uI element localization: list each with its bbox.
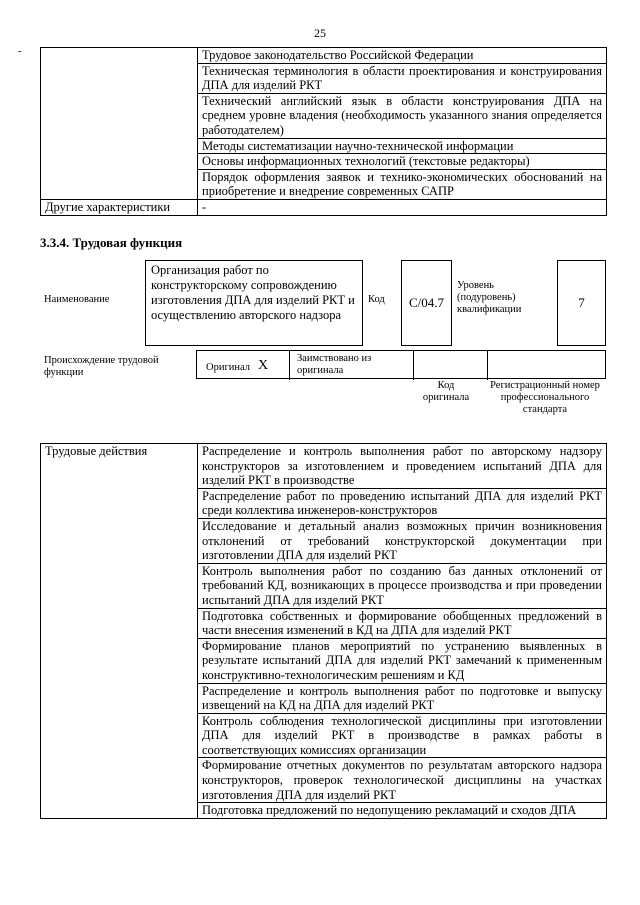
origin-label: Происхождение трудовой функции [44,355,159,378]
code-label: Код [368,294,385,305]
code-value: C/04.7 [408,295,445,310]
table-cell: Контроль выполнения работ по созданию баз данных отклонений от требований КД, возникающих в процессе производства и при проведении испытаний ДПА для изделий РКТ [198,563,607,608]
registration-number-caption: Регистрационный номер профессионального стандарта [490,380,600,415]
table-cell: Распределение и контроль выполнения работ по подготовке и выпуску извещений на КД на ДПА для изделий РКТ [198,683,607,713]
name-label: Наименование [44,294,110,305]
table-cell: Трудовое законодательство Российской Федерации [198,48,607,64]
page-number: 25 [314,26,326,40]
origin-divider [413,351,414,380]
table-cell: Технический английский язык в области конструирования ДПА на среднем уровне владения (необходимость указанного знания определяется работодателем) [198,93,607,138]
other-characteristics-label: Другие характеристики [41,199,198,215]
table-cell-empty [41,48,198,200]
table-cell: Формирование отчетных документов по результатам авторского надзора конструкторов, проверок технологической дисциплины на участках изготовления ДПА для изделий РКТ [198,758,607,803]
actions-label: Трудовые действия [41,444,198,819]
function-name-box [145,260,363,346]
table-cell: Техническая терминология в области проектирования и конструирования ДПА для изделий РКТ [198,63,607,93]
actions-table [40,443,607,819]
table-cell: Распределение и контроль выполнения работ по авторскому надзору конструкторов за изготовлением и проведением испытаний ДПА для изделий РКТ в производстве [198,444,607,489]
table-row [41,444,607,489]
table-cell: Контроль соблюдения технологической дисциплины при изготовлении ДПА для изделий РКТ в производстве в рамках работы в соответствующих комиссиях организации [198,713,607,758]
original-label: Оригинал [206,362,250,373]
table-cell: Исследование и детальный анализ возможных причин возникновения отклонений от требований конструкторской документации при изготовлении ДПА для изделий РКТ [198,518,607,563]
table-row [41,199,607,215]
other-characteristics-value: - [198,199,607,215]
level-box [557,260,606,346]
table-cell: Подготовка предложений по недопущению рекламаций и сходов ДПА [198,803,607,819]
table-row [41,48,607,64]
margin-mark: - [18,46,22,57]
function-name: Организация работ по конструкторскому сопровождению изготовления ДПА для изделий РКТ и осуществлению авторского надзора [151,263,355,322]
table-cell: Основы информационных технологий (текстовые редакторы) [198,154,607,170]
borrowed-label: Заимствовано из оригинала [297,353,372,376]
table-cell: Порядок оформления заявок и технико-экономических обоснований на приобретение и внедрение современных САПР [198,169,607,199]
table-cell: Формирование планов мероприятий по устранению выявленных в результате испытаний ДПА для изделий РКТ замечаний к примененным конструктивно-технологическим решениям и КД [198,638,607,683]
original-mark: X [258,358,269,373]
level-value: 7 [578,295,585,310]
table-cell: Распределение работ по проведению испытаний ДПА для изделий РКТ среди коллектива инженеров-конструкторов [198,488,607,518]
table-cell: Подготовка собственных и формирование обобщенных предложений в части внесения изменений в КД на ДПА для изделий РКТ [198,608,607,638]
requirements-table [40,47,607,216]
table-cell: Методы систематизации научно-технической информации [198,138,607,154]
qualification-level-label: Уровень (подуровень) квалификации [457,280,522,315]
code-box [401,260,452,346]
code-original-caption: Код оригинала [422,380,470,403]
section-heading: 3.3.4. Трудовая функция [40,235,183,250]
origin-divider [289,351,290,380]
origin-divider [487,351,488,380]
